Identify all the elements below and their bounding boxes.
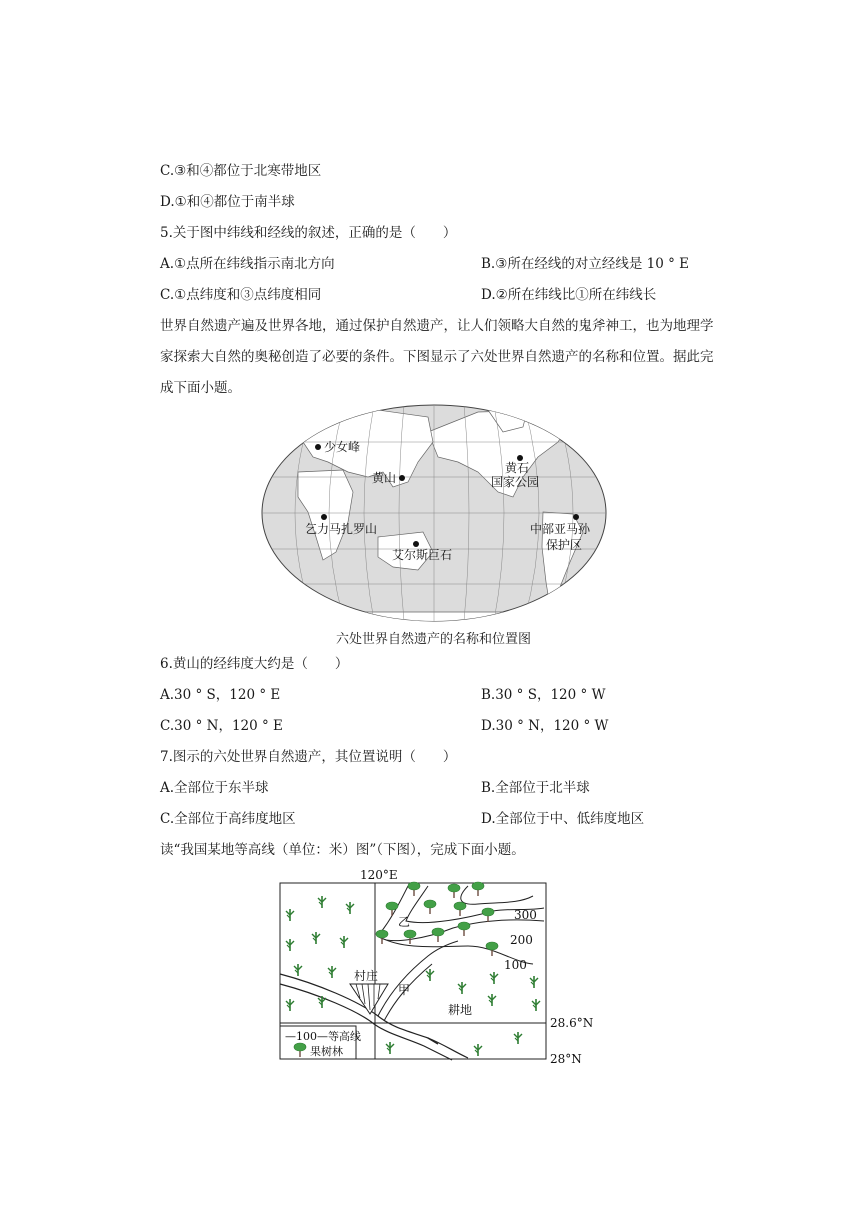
site-label-huangshan: 黄山	[372, 471, 397, 485]
site-label-uluru: 艾尔斯巨石	[392, 548, 453, 562]
passage-world-heritage: 世界自然遗产遍及世界各地，通过保护自然遗产，让人们领略大自然的鬼斧神工，也为地理学家探索大自然的奥秘创造了必要的条件。下图显示了六处世界自然遗产的名称和位置。据此完成下面小题。	[160, 318, 714, 396]
label-farmland: 耕地	[448, 1003, 473, 1017]
q5-option-c: C.①点纬度和③点纬度相同	[160, 287, 322, 303]
contour-latitude-lower: 28°N	[550, 1052, 582, 1066]
q4-option-c: C.③和④都位于北寒带地区	[160, 163, 322, 179]
site-marker-shaonvfeng	[315, 444, 321, 450]
site-marker-uluru	[413, 541, 419, 547]
q7-stem: 7.图示的六处世界自然遗产，其位置说明（ ）	[160, 749, 457, 765]
contour-label-100: 100	[504, 958, 527, 972]
site-label-shaonvfeng: 少女峰	[324, 440, 361, 454]
legend-contour-line: —100—等高线	[285, 1030, 361, 1043]
q6-option-b: B.30 ° S，120 ° W	[481, 687, 606, 703]
q6-stem: 6.黄山的经纬度大约是（ ）	[160, 656, 349, 672]
contour-latitude-upper: 28.6°N	[550, 1016, 594, 1030]
contour-label-300: 300	[514, 908, 537, 922]
q7-option-b: B.全部位于北半球	[481, 780, 590, 796]
contour-label-200: 200	[510, 933, 533, 947]
site-marker-central-amazon	[573, 514, 579, 520]
q4-option-d: D.①和④都位于南半球	[160, 194, 295, 210]
label-jia: 甲	[398, 983, 411, 997]
q5-option-d: D.②所在纬线比①所在纬线长	[481, 287, 657, 303]
world-heritage-map	[258, 402, 610, 624]
q6-option-c: C.30 ° N，120 ° E	[160, 718, 283, 734]
passage-contour-intro: 读“我国某地等高线（单位：米）图”（下图），完成下面小题。	[160, 842, 525, 858]
q7-option-c: C.全部位于高纬度地区	[160, 811, 296, 827]
contour-top-longitude: 120°E	[360, 868, 398, 882]
q7-option-d: D.全部位于中、低纬度地区	[481, 811, 645, 827]
site-marker-huangshan	[399, 475, 405, 481]
site-label-huangshi-2: 国家公园	[491, 475, 540, 489]
q5-option-a: A.①点所在纬线指示南北方向	[160, 256, 335, 272]
site-marker-kilimanjaro	[321, 514, 327, 520]
q6-option-a: A.30 ° S，120 ° E	[160, 687, 281, 703]
q7-option-a: A.全部位于东半球	[160, 780, 269, 796]
world-map-caption: 六处世界自然遗产的名称和位置图	[336, 632, 532, 647]
site-label-huangshi-1: 黄石	[505, 461, 530, 475]
q5-stem: 5.关于图中纬线和经线的叙述，正确的是（ ）	[160, 225, 457, 241]
q6-option-d: D.30 ° N，120 ° W	[481, 718, 609, 734]
legend-orchard: 果树林	[310, 1045, 343, 1058]
label-village: 村庄	[354, 969, 379, 983]
label-yi: 乙	[398, 915, 411, 929]
site-label-central-amazon-2: 保护区	[546, 538, 583, 552]
contour-map	[278, 866, 598, 1066]
site-label-central-amazon-1: 中部亚马孙	[530, 522, 591, 536]
q5-option-b: B.③所在经线的对立经线是 10 ° E	[481, 256, 689, 272]
site-label-kilimanjaro: 乞力马扎罗山	[305, 522, 378, 536]
